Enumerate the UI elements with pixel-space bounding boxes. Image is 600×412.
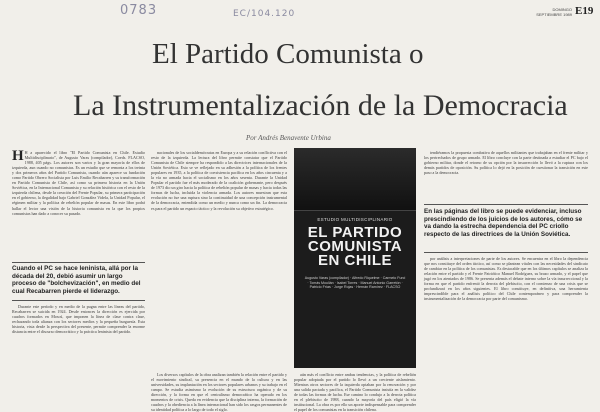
book-cover-authors: Augusto Varas (compilador) · Alfredo Riquelme · Carmelo Furci · Tomás Moulián · Isabel Torres · Manuel Antonio Garretón · Patricio Frías · Jorge Rojas · Hernán Ramírez · FLACSO xyxy=(304,276,406,290)
article-paragraph: por análisis a interpretaciones de parte de los autores. Se encuentra en el libro la dependencia que nos constituye del orden táctico, así como se plantean vitales con las necesidades del sindicato de cambiar en la política de los comunistas. Es destacable que en los últimos capítulos se analiza la relación entre el partido y el Frente Patriótico Manuel Rodríguez, su brazo armado, y el papel que jugó en los atentados de 1986. Se presenta además el debate interno sobre la vía insurreccional y la forma en que el partido enfrentó la derrota del plebiscito, con el comienzo de una crisis que se profundizará en los años siguientes. El libro constituye, en definitiva, una herramienta imprescindible para el análisis político del Chile contemporáneo y para comprender la instrumentalización de la democracia por parte del comunismo. xyxy=(424,256,588,302)
handwritten-archive-code: EC/104.120 xyxy=(233,9,296,19)
page-number: E19 xyxy=(575,5,594,17)
article-column-2b xyxy=(151,372,287,412)
article-paragraph: nacionales de los socialdemócratas en Europa y a su relación conflictiva con el resto de la izquierda. La lectura del libro permite constatar que el Partido Comunista de Chile siempre ha respondido a las directrices internacionales de la Unión Soviética. Esto se ve reflejado en su adhesión a la política de los frentes populares en 1935, a la política de coexistencia pacífica en los años cincuenta y a la vía no armada hacia el socialismo en los años sesenta. Durante la Unidad Popular el partido fue el más moderado de la coalición gobernante, pero después de 1973 dio un giro hacia la política de rebelión popular de masas y hacia todas las formas de lucha, incluida la violencia armada. Los autores muestran que esta evolución no fue una ruptura sino la continuidad de una concepción instrumental de la democracia, entendida como un medio y nunca como un fin. La democracia es para el partido un espacio táctico y la revolución su objetivo estratégico. xyxy=(151,150,287,211)
handwritten-archive-number: 0783 xyxy=(120,3,158,18)
book-cover-title: EL PARTIDO COMUNISTA EN CHILE xyxy=(307,224,403,269)
article-paragraph: H a aparecido el libro "El Partido Comunista en Chile. Estudio Multidisciplinario", de Augusto Varas (compilador), Coeds. FLACSO, 1988, 405 págs. Los autores son varios y la gran mayoría de ellos de izquierda, aun cuando no comunistas. Es un estudio que se remonta a los treinta y dos primeros años del Partido Comunista, cuando aún aparece su fundación como Partido Obrero Socialista por Luis Emilio Recabarren y su transformación en Partido Comunista de Chile, así como su primera historia en la Unión Soviética, en la Internacional Comunista y su relación histórica con el resto de la izquierda chilena, desde la creación del Frente Popular, su primera participación en el gobierno, la ilegalidad bajo Gabriel González Videla, la Unidad Popular, el régimen militar y la política de rebelión popular de masas. En este libro podrá hallar el lector una visión de la historia comunista en la que los propios comunistas han dado a conocer su pasado. xyxy=(12,150,145,216)
drop-cap: H xyxy=(12,148,24,164)
article-paragraph: tendiéramos la propuesta combativa de aquellos militantes que trabajaban en el frente militar y los pertrechados de grupo armado. El libro concluye con la parte destinada a estudiar el PC bajo el gobierno militar, donde el retorno de su opción por la insurrección lo llevó a la ruptura con los demás partidos de oposición. Su política lo dejó en la posición de cuestionar la transición en este paso a la democracia. xyxy=(424,150,588,176)
article-paragraph: Los diversos capítulos de la obra analizan también la relación entre el partido y el movimiento sindical, su presencia en el mundo de la cultura y en las universidades, su implantación en los sectores populares urbanos y su trabajo en el campo. Se estudia asimismo la evolución de su estructura orgánica y de su dirección, y la forma en que el centralismo democrático ha operado en los momentos de crisis. Queda en evidencia que la disciplina interna, la formación de cuadros y la obediencia a la línea internacional han sido los rasgos permanentes de su identidad política a lo largo de todo el siglo. xyxy=(151,372,287,412)
pull-quote-2-rule-top xyxy=(424,204,588,205)
article-column-1 xyxy=(12,150,145,258)
publication-date: SEPTIEMBRE 1989 xyxy=(536,12,572,17)
pull-quote-1: Cuando el PC se hace leninista, allá por la década del 20, debió asumir un largo proceso de "bolchevización", en medio del cual Recabarren pierde el liderazgo. xyxy=(12,265,141,295)
book-cover-top-band xyxy=(294,148,416,211)
article-column-3 xyxy=(294,372,416,412)
headline-line-1: El Partido Comunista o xyxy=(152,38,424,70)
article-paragraph: Durante este período y en medio de la pugna entre las líneas del partido, Recabarren se suicida en 1924. Desde entonces la dirección es ejercida por cuadros formados en Moscú, que imponen la línea de clase contra clase, rechazando toda alianza con los sectores medios y la pequeña burguesía. Esta historia, vista desde la perspectiva del presente, permite comprender la enorme distancia entre el discurso democrático y la práctica leninista del partido. xyxy=(12,304,145,335)
article-column-1b xyxy=(12,304,145,402)
pull-quote-rule-bottom xyxy=(12,300,145,301)
pull-quote-2: En las páginas del libro se puede evidenciar, incluso prescindiendo de los juicios de los autores, cómo se va dando la estrecha dependencia del PC criollo respecto de las directrices de la Unión Soviética. xyxy=(424,208,583,238)
article-column-4b xyxy=(424,256,588,402)
pull-quote-2-rule-bottom xyxy=(424,252,588,253)
byline: Por Andrés Benavente Urbina xyxy=(246,134,331,142)
article-column-2 xyxy=(151,150,287,370)
publication-day: DOMINGO xyxy=(552,7,572,12)
article-column-4 xyxy=(424,150,588,200)
book-cover-image xyxy=(294,148,416,368)
page-header-meta xyxy=(530,7,572,17)
book-cover-subtitle: ESTUDIO MULTIDISCIPLINARIO xyxy=(317,217,393,222)
article-paragraph: aún más el conflicto entre ambas tendencias, y la política de rebelión popular adoptada por el partido lo llevó a un creciente aislamiento. Mientras otros sectores de la izquierda optaban por la renovación y por una salida pactada y pacífica, el Partido Comunista insistía en la validez de todas las formas de lucha. Ese camino lo condujo a la derrota política en el plebiscito de 1988, cuando la mayoría del país eligió la vía institucional. La obra es por ello un aporte indispensable para comprender el papel de los comunistas en la transición chilena. xyxy=(294,372,416,412)
pull-quote-rule-top xyxy=(12,262,145,263)
headline-line-2: La Instrumentalización de la Democracia xyxy=(73,89,568,122)
